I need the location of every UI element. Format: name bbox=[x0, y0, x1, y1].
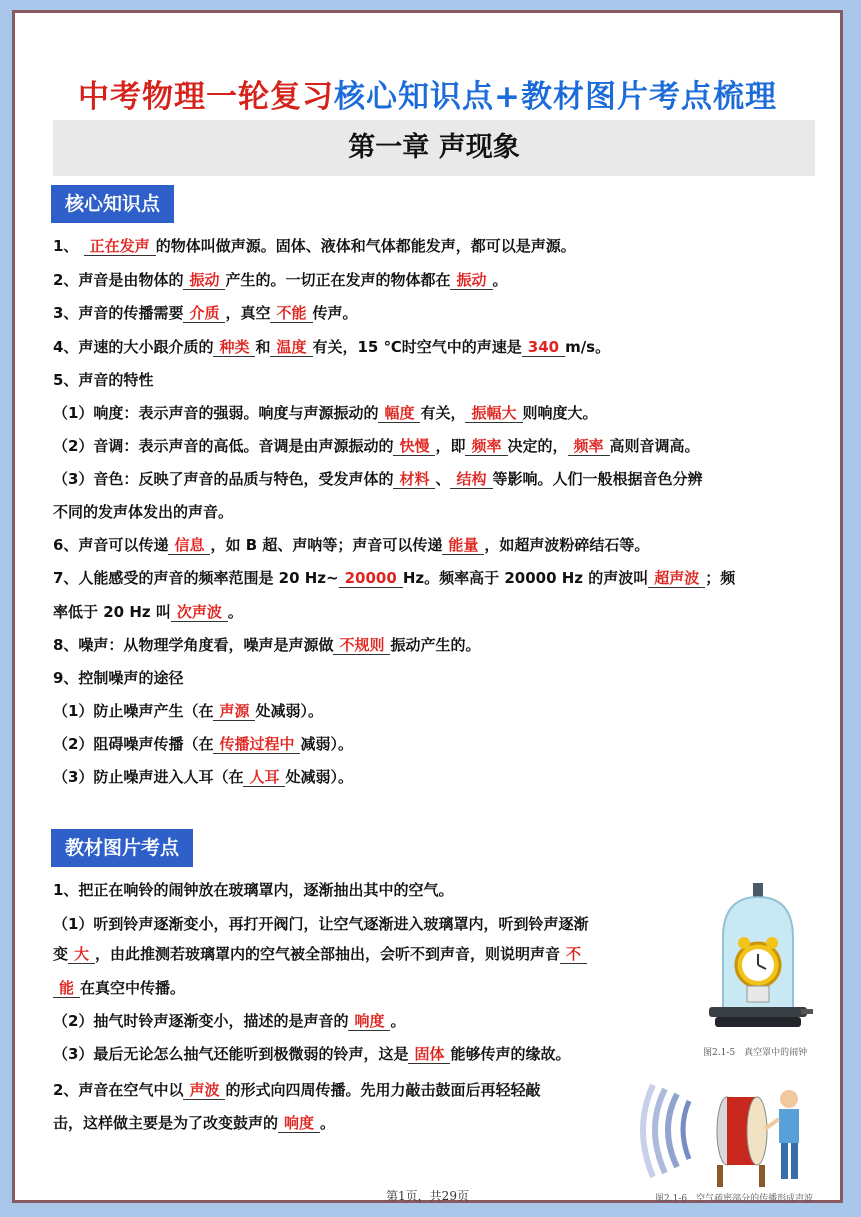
line-text: （1）听到铃声逐渐变小，再打开阀门，让空气逐渐进入玻璃罩内，听到铃声逐渐 bbox=[53, 915, 589, 933]
core-lines-item bbox=[53, 733, 353, 754]
line-text: 2、声音是由物体的 bbox=[53, 271, 184, 289]
core-lines-item bbox=[53, 468, 703, 489]
line-text: （3）最后无论怎么抽气还能听到极微弱的铃声，这是 bbox=[53, 1045, 409, 1063]
answer-blank: 幅度 bbox=[378, 404, 420, 423]
answer-blank: 响度 bbox=[278, 1114, 320, 1133]
section-figures-heading: 教材图片考点 bbox=[51, 829, 193, 867]
line-text: （2）音调：表示声音的高低。音调是由声源振动的 bbox=[53, 437, 394, 455]
core-lines-item bbox=[53, 302, 358, 323]
answer-blank: 声波 bbox=[183, 1081, 225, 1100]
core-lines-item bbox=[53, 766, 353, 787]
line-text: 、 bbox=[435, 470, 451, 488]
line-text: 处减弱）。 bbox=[255, 702, 323, 720]
answer-blank: 不能 bbox=[270, 304, 312, 323]
line-text: 高则音调高。 bbox=[609, 437, 700, 455]
answer-blank: 次声波 bbox=[171, 603, 228, 622]
answer-blank: 能量 bbox=[442, 536, 484, 555]
answer-blank: 340 bbox=[522, 338, 565, 357]
bell-jar-caption: 图2.1-5 真空罩中的闹钟 bbox=[703, 1048, 808, 1058]
answer-blank: 结构 bbox=[450, 470, 492, 489]
core-lines-item bbox=[53, 269, 508, 290]
line-text: ，真空 bbox=[225, 304, 271, 322]
line-text: 减弱）。 bbox=[300, 735, 353, 753]
line-text: （2）抽气时铃声逐渐变小，描述的是声音的 bbox=[53, 1012, 349, 1030]
line-text: （2）阻碍噪声传播（在 bbox=[53, 735, 214, 753]
core-lines-item bbox=[53, 435, 700, 456]
bell-jar-image bbox=[703, 883, 813, 1033]
line-text: 变 bbox=[53, 945, 69, 963]
line-text: 2、声音在空气中以 bbox=[53, 1081, 184, 1099]
answer-blank: 种类 bbox=[213, 338, 255, 357]
line-text: 在真空中传播。 bbox=[80, 979, 186, 997]
line-text: Hz。频率高于 20000 Hz 的声波叫 bbox=[402, 569, 649, 587]
answer-blank: 超声波 bbox=[648, 569, 705, 588]
line-text: （1）防止噪声产生（在 bbox=[53, 702, 214, 720]
answer-blank: 振动 bbox=[183, 271, 225, 290]
line-text: （3）防止噪声进入人耳（在 bbox=[53, 768, 244, 786]
section-core-heading: 核心知识点 bbox=[51, 185, 174, 223]
line-text: （1）响度：表示声音的强弱。响度与声源振动的 bbox=[53, 404, 379, 422]
line-text: 。 bbox=[390, 1012, 406, 1030]
answer-blank: 不规则 bbox=[333, 636, 390, 655]
answer-blank: 信息 bbox=[168, 536, 210, 555]
line-text: 有关， bbox=[420, 404, 466, 422]
line-text: 4、声速的大小跟介质的 bbox=[53, 338, 214, 356]
figure-lines-item bbox=[53, 913, 588, 934]
line-text: 决定的， bbox=[507, 437, 568, 455]
line-text: 3、声音的传播需要 bbox=[53, 304, 184, 322]
answer-blank: 频率 bbox=[568, 437, 610, 456]
answer-blank: 介质 bbox=[183, 304, 225, 323]
figure-lines-item bbox=[53, 1079, 540, 1100]
answer-blank: 固体 bbox=[408, 1045, 450, 1064]
line-text: 8、噪声：从物理学角度看，噪声是声源做 bbox=[53, 636, 334, 654]
line-text: （3）音色：反映了声音的品质与特色，受发声体的 bbox=[53, 470, 394, 488]
answer-blank: 振动 bbox=[450, 271, 492, 290]
line-text: 有关，15 ℃时空气中的声速是 bbox=[312, 338, 522, 356]
line-text: 处减弱）。 bbox=[285, 768, 353, 786]
line-text: 的形式向四周传播。先用力敲击鼓面后再轻轻敲 bbox=[225, 1081, 541, 1099]
core-lines-item bbox=[53, 534, 649, 555]
line-text: ，如超声波粉碎结石等。 bbox=[484, 536, 650, 554]
line-text: 击，这样做主要是为了改变鼓声的 bbox=[53, 1114, 279, 1132]
answer-blank: 振幅大 bbox=[465, 404, 522, 423]
drum-image bbox=[637, 1079, 817, 1189]
line-text: 9、控制噪声的途径 bbox=[53, 669, 184, 687]
core-lines-item bbox=[53, 667, 183, 688]
page-frame bbox=[12, 10, 843, 1203]
line-text: ，由此推测若玻璃罩内的空气被全部抽出，会听不到声音，则说明声音 bbox=[95, 945, 561, 963]
title-part1: 中考物理一轮复习 bbox=[78, 79, 334, 115]
core-lines-item bbox=[53, 369, 153, 390]
answer-blank: 温度 bbox=[270, 338, 312, 357]
line-text: 能够传声的缘故。 bbox=[450, 1045, 571, 1063]
answer-blank: 声源 bbox=[213, 702, 255, 721]
figure-lines-item bbox=[53, 1010, 405, 1031]
figure-lines-item bbox=[53, 879, 453, 900]
answer-blank: 人耳 bbox=[243, 768, 285, 787]
core-lines-item bbox=[53, 501, 233, 522]
chapter-heading: 第一章 声现象 bbox=[53, 120, 815, 176]
answer-blank: 正在发声 bbox=[84, 237, 156, 256]
line-text: 则响度大。 bbox=[522, 404, 598, 422]
core-lines-item bbox=[53, 567, 735, 588]
page-footer: 第1页，共29页 bbox=[386, 1189, 469, 1203]
line-text: 产生的。一切正在发声的物体都在 bbox=[225, 271, 451, 289]
answer-blank: 大 bbox=[68, 945, 95, 964]
answer-blank: 材料 bbox=[393, 470, 435, 489]
line-text: 振动产生的。 bbox=[390, 636, 481, 654]
answer-blank: 能 bbox=[53, 979, 80, 998]
core-lines-item bbox=[53, 700, 323, 721]
line-text: 1、把正在响铃的闹钟放在玻璃罩内，逐渐抽出其中的空气。 bbox=[53, 881, 454, 899]
figure-lines-item bbox=[53, 943, 587, 964]
answer-blank: 不 bbox=[560, 945, 587, 964]
line-text: ，即 bbox=[435, 437, 466, 455]
line-text: ；频 bbox=[705, 569, 736, 587]
line-text: 等影响。人们一般根据音色分辨 bbox=[492, 470, 703, 488]
line-text: 6、声音可以传递 bbox=[53, 536, 169, 554]
figure-lines-item bbox=[53, 1043, 570, 1064]
core-lines-item bbox=[53, 402, 598, 423]
core-lines-item bbox=[53, 601, 243, 622]
line-text: 和 bbox=[255, 338, 271, 356]
answer-blank: 20000 bbox=[339, 569, 403, 588]
answer-blank: 传播过程中 bbox=[213, 735, 300, 754]
line-text: 。 bbox=[227, 603, 243, 621]
line-text: 。 bbox=[492, 271, 508, 289]
line-text: 传声。 bbox=[312, 304, 358, 322]
core-lines-item bbox=[53, 235, 576, 256]
page bbox=[15, 13, 840, 1204]
line-text: m/s。 bbox=[565, 338, 611, 356]
answer-blank: 响度 bbox=[348, 1012, 390, 1031]
page-title bbox=[15, 71, 840, 116]
line-text: 的物体叫做声源。固体、液体和气体都能发声，都可以是声源。 bbox=[155, 237, 576, 255]
title-part2: 核心知识点+教材图片考点梳理 bbox=[334, 79, 777, 115]
line-text: ，如 B 超、声呐等；声音可以传递 bbox=[210, 536, 443, 554]
core-lines-item bbox=[53, 336, 610, 357]
line-text: 。 bbox=[320, 1114, 336, 1132]
line-text: 1、 bbox=[53, 237, 84, 255]
line-text: 率低于 20 Hz 叫 bbox=[53, 603, 171, 621]
drum-caption: 图2.1-6 空气疏密部分的传播形成声波 bbox=[655, 1194, 814, 1204]
line-text: 5、声音的特性 bbox=[53, 371, 154, 389]
answer-blank: 快慢 bbox=[393, 437, 435, 456]
figure-lines-item bbox=[53, 1112, 335, 1133]
answer-blank: 频率 bbox=[465, 437, 507, 456]
line-text: 7、人能感受的声音的频率范围是 20 Hz~ bbox=[53, 569, 339, 587]
core-lines-item bbox=[53, 634, 480, 655]
line-text: 不同的发声体发出的声音。 bbox=[53, 503, 234, 521]
figure-lines-item bbox=[53, 977, 185, 998]
